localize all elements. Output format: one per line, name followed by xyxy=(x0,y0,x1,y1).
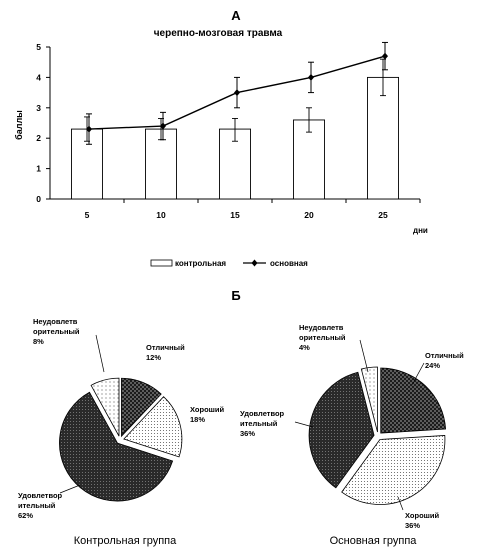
x-tick-label: 15 xyxy=(230,210,240,220)
pie-label-text: Неудовлетв xyxy=(299,323,344,332)
panel-a-letter: А xyxy=(231,8,241,23)
pie-label-text: орительный xyxy=(33,327,80,336)
legend-label-control: контрольная xyxy=(175,259,227,268)
y-tick-label: 2 xyxy=(36,133,41,144)
pie-label-text: 36% xyxy=(240,429,256,438)
bar-chart-title: черепно-мозговая травма xyxy=(153,28,283,39)
pie-label-text: 18% xyxy=(190,415,206,424)
legend xyxy=(151,259,308,268)
pie-label-text: Отличный xyxy=(146,343,185,352)
y-tick-label: 5 xyxy=(36,42,41,52)
y-tick-label: 3 xyxy=(36,102,41,113)
panel-b-letter: Б xyxy=(231,288,241,303)
line-marker xyxy=(382,53,388,60)
pie-label-text: Удовлетвор xyxy=(240,409,285,418)
pie-control-group xyxy=(59,378,181,501)
pie-label-text: 12% xyxy=(146,353,162,362)
x-tick-label: 25 xyxy=(378,210,388,220)
pie-slice xyxy=(381,368,446,433)
pie-main-group xyxy=(309,367,446,504)
pie-label-text: Неудовлетв xyxy=(33,317,78,326)
pie-leader-line xyxy=(360,340,368,372)
y-tick-label: 4 xyxy=(36,72,41,83)
pie-label-text: Удовлетвор xyxy=(18,491,63,500)
y-tick-group xyxy=(36,42,50,204)
pie-right-title: Основная группа xyxy=(329,535,417,547)
x-axis-label: дни xyxy=(413,226,428,235)
pie-label-text: ительный xyxy=(240,419,278,428)
pie-label-text: 24% xyxy=(425,361,441,370)
legend-swatch-control xyxy=(151,260,172,266)
x-tick-label: 10 xyxy=(156,210,166,220)
y-axis-label: баллы xyxy=(14,110,24,140)
bar-error-bars xyxy=(84,59,386,141)
pie-left-title: Контрольная группа xyxy=(73,535,177,547)
pie-label-text: 62% xyxy=(18,511,34,520)
legend-swatch-main-marker xyxy=(252,260,258,267)
pie-label-text: ительный xyxy=(18,501,56,510)
y-tick-label: 0 xyxy=(36,194,41,204)
pie-leader-line xyxy=(60,485,80,493)
line-marker xyxy=(234,89,240,96)
pie-label-text: Хороший xyxy=(190,405,225,414)
pie-label-text: 4% xyxy=(299,343,310,352)
pie-label-text: Хороший xyxy=(405,511,440,520)
pie-label-text: 8% xyxy=(33,337,44,346)
legend-label-main: основная xyxy=(270,259,308,268)
line-marker xyxy=(308,74,314,81)
pie-label-text: Отличный xyxy=(425,351,464,360)
x-tick-label: 5 xyxy=(84,210,90,220)
pie-label-text: орительный xyxy=(299,333,346,342)
x-tick-group xyxy=(85,199,420,220)
pie-label-text: 36% xyxy=(405,521,421,530)
x-tick-label: 20 xyxy=(304,210,314,220)
y-tick-label: 1 xyxy=(36,163,41,174)
pie-leader-line xyxy=(96,335,104,372)
